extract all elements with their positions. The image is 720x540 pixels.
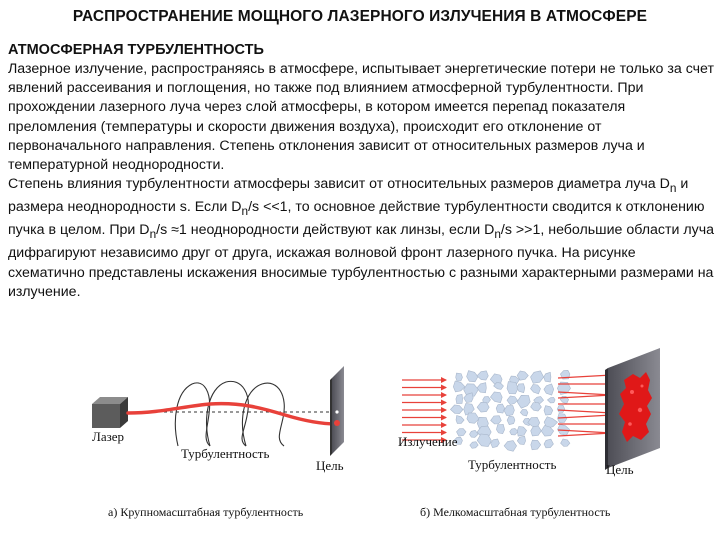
section-subtitle: АТМОСФЕРНАЯ ТУРБУЛЕНТНОСТЬ [8,42,264,58]
p2-text-3: /s <<1, то основное действие турбулентности сводится к отклонению пучка в целом. При D [8,199,705,239]
turbulence-label-b: Турбулентность [468,457,557,472]
turbulence-blob [477,402,489,412]
turbulence-figure [0,340,720,540]
turbulence-blob [531,440,541,450]
turbulence-blob [453,381,465,392]
turbulence-blob [456,373,463,381]
turbulence-blob [504,441,516,452]
turbulence-blob [470,442,478,449]
turbulence-blob [520,409,528,416]
turbulence-blob [531,385,541,394]
target-a [330,366,344,456]
turbulence-blob [496,425,504,434]
p2-text-5: /s >>1, небольшие области луча дифрагируют независимо друг от друга, искажая волновой фронт лазерного пучка. На рисунке схематично представлены искажения вносимые турбулентностью с разными характерными размерами на излучение. [8,222,714,300]
turbulence-blob [544,372,551,382]
turbulence-blob [456,416,464,424]
turbulence-blob [477,371,488,380]
target-b [605,348,660,470]
turbulence-blob [507,396,518,405]
turbulence-blobs [450,370,570,451]
caption-a: а) Крупномасштабная турбулентность [108,505,304,519]
turbulence-blob [477,383,486,393]
turbulence-blob [517,384,525,393]
turbulence-blob [531,371,544,384]
turbulence-blob [531,426,542,436]
turbulence-blob [517,426,526,436]
turbulence-blob [490,392,502,403]
turbulence-blob [456,394,463,403]
turbulence-blob [544,406,553,416]
laser-label: Лазер [92,429,124,444]
turbulence-blob [561,439,570,446]
laser-beam [128,404,336,424]
turbulence-blob [457,429,467,437]
incoming-arrows [402,380,446,440]
caption-b: б) Мелкомасштабная турбулентность [420,505,611,519]
slide-title: РАСПРОСТРАНЕНИЕ МОЩНОГО ЛАЗЕРНОГО ИЗЛУЧЕНИЯ В АТМОСФЕРЕ [72,8,648,25]
laser-box [92,397,128,428]
turbulence-blob [491,439,500,448]
turbulence-blob [450,405,463,414]
turbulence-blob [547,397,555,403]
turbulence-blob [507,416,515,425]
outgoing-arrow [558,410,612,413]
turbulence-blob [544,439,553,448]
turbulence-label-a: Турбулентность [181,446,270,461]
p2-sub-3: n [149,227,157,242]
turbulence-blob [517,436,525,445]
turbulence-loops [175,381,284,446]
turbulence-blob [491,416,502,424]
figure-b [398,348,660,519]
turbulence-blob [464,393,474,403]
radiation-label: Излучение [398,434,458,449]
paragraph-1: Лазерное излучение, распространяясь в атмосфере, испытывает энергетические потери не только за счет явлений рассеивания и поглощения, но также под влиянием атмосферной турбулентности. При прохождении лазерного луча через слой атмосферы, в котором имеется перепад показателя преломления (температуры и скорости движения воздуха), происходит его отклонение от первоначального направления. Степень отклонения зависит от относительных размеров луча и температурной неоднородности. [8,61,714,174]
p2-text-1: Степень влияния турбулентности атмосферы зависит от относительных размеров диаметра луча D [8,176,670,193]
p2-text-4: /s ≈1 неоднородности действуют как линзы, если D [156,222,495,239]
p2-text-2: и размера неоднородности s. Если D [8,176,689,216]
turbulence-blob [467,413,479,423]
turbulence-blob [531,403,542,412]
p2-sub-1: n [669,181,677,196]
turbulence-blob [544,384,554,395]
turbulence-blob [557,405,565,412]
target-label-b: Цель [606,462,634,477]
target-label-a: Цель [316,458,344,473]
turbulence-blob [517,395,530,408]
paragraph-2 [8,175,714,302]
turbulence-blob [470,430,479,437]
p2-sub-4: n [494,227,501,242]
turbulence-blob [504,406,515,416]
turbulence-blob [510,428,518,435]
turbulence-blob [496,404,504,413]
figure-a [92,366,344,519]
turbulence-blob [467,371,478,382]
turbulence-blob [507,382,518,394]
body-text [8,60,714,302]
p2-sub-2: n [241,204,249,219]
